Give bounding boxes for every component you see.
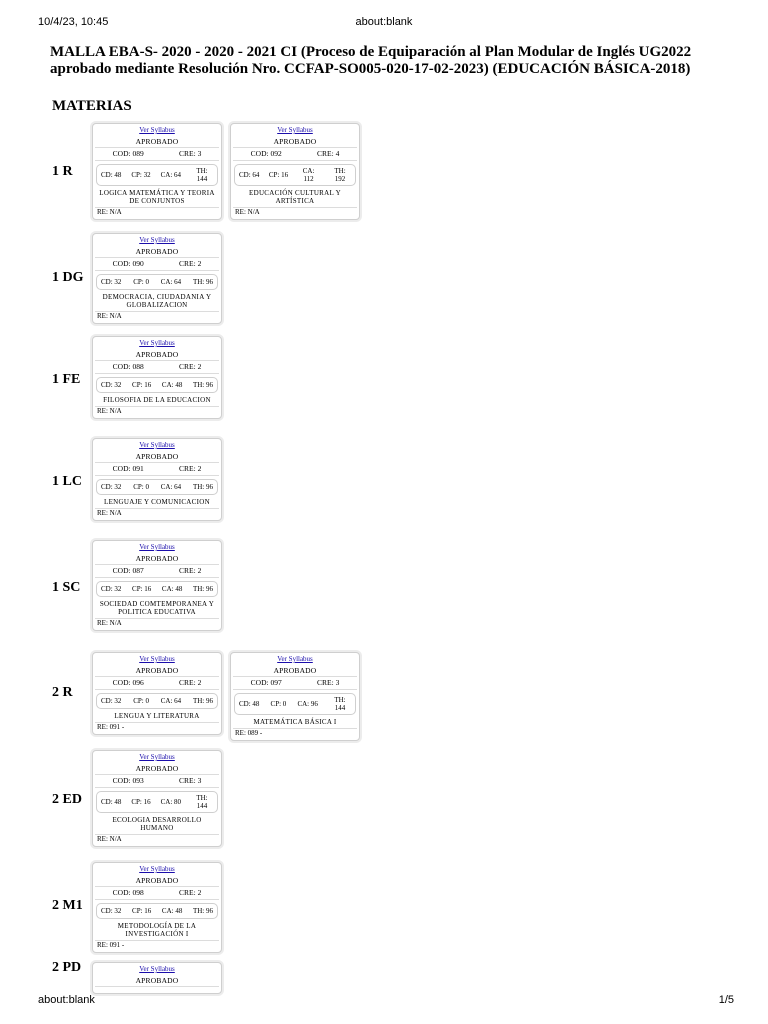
- course-status: APROBADO: [95, 665, 219, 677]
- course-prerequisite: RE: 089 -: [233, 728, 357, 738]
- course-credits: CRE: 3: [179, 149, 202, 158]
- hours-th: TH: 192: [334, 167, 346, 183]
- course-code-row: [95, 887, 219, 900]
- course-code: COD: 090: [112, 259, 144, 268]
- hours-cd: CD: 32: [101, 278, 122, 286]
- course-name: EDUCACIÓN CULTURAL Y ARTÍSTICA: [249, 189, 341, 205]
- course-status: APROBADO: [95, 246, 219, 258]
- course-code-row: [233, 148, 357, 161]
- row-label: 1 LC: [52, 474, 82, 489]
- course-card: [92, 540, 222, 631]
- course-credits: CRE: 2: [179, 566, 202, 575]
- course-hours: [96, 377, 218, 393]
- print-footer-url: about:blank: [38, 994, 95, 1006]
- hours-cp: CP: 32: [131, 171, 151, 179]
- course-card: [92, 438, 222, 521]
- course-name: METODOLOGÍA DE LA INVESTIGACIÓN I: [117, 922, 197, 938]
- course-card: [92, 233, 222, 324]
- hours-th: TH: 96: [192, 585, 213, 593]
- syllabus-link[interactable]: Ver Syllabus: [139, 655, 175, 663]
- hours-th: TH: 144: [196, 167, 208, 183]
- row-label: 1 DG: [52, 270, 84, 285]
- course-name: FILOSOFIA DE LA EDUCACION: [103, 396, 211, 404]
- hours-cd: CD: 32: [101, 381, 122, 389]
- course-status: APROBADO: [233, 665, 357, 677]
- hours-th: TH: 96: [192, 381, 213, 389]
- course-hours: [234, 164, 356, 186]
- course-code-row: [95, 565, 219, 578]
- course-code: COD: 098: [112, 888, 144, 897]
- course-hours: [96, 903, 218, 919]
- course-card: [230, 123, 360, 220]
- row-label: 1 FE: [52, 372, 81, 387]
- hours-th: TH: 96: [192, 278, 213, 286]
- course-hours: [96, 479, 218, 495]
- course-status: APROBADO: [95, 349, 219, 361]
- course-code-row: [95, 361, 219, 374]
- course-prerequisite: RE: N/A: [95, 834, 219, 844]
- course-code: COD: 092: [250, 149, 282, 158]
- hours-cp: CP: 16: [132, 585, 152, 593]
- course-prerequisite: RE: 091 -: [95, 940, 219, 950]
- row-label: 2 PD: [52, 960, 82, 975]
- hours-th: TH: 144: [196, 794, 208, 810]
- course-hours: [96, 791, 218, 813]
- course-code-row: [95, 148, 219, 161]
- syllabus-link[interactable]: Ver Syllabus: [139, 441, 175, 449]
- hours-ca: CA: 48: [161, 585, 183, 593]
- course-code: COD: 088: [112, 362, 144, 371]
- course-credits: CRE: 2: [179, 259, 202, 268]
- course-status: APROBADO: [233, 136, 357, 148]
- course-code: COD: 091: [112, 464, 144, 473]
- syllabus-link[interactable]: Ver Syllabus: [139, 865, 175, 873]
- course-prerequisite: RE: 091 -: [95, 722, 219, 732]
- hours-cp: CP: 16: [132, 907, 152, 915]
- hours-th: TH: 96: [192, 907, 213, 915]
- course-credits: CRE: 2: [179, 464, 202, 473]
- syllabus-link[interactable]: Ver Syllabus: [139, 753, 175, 761]
- hours-cd: CD: 32: [101, 697, 122, 705]
- course-name: DEMOCRACIA, CIUDADANIA Y GLOBALIZACION: [102, 293, 212, 309]
- course-hours: [96, 274, 218, 290]
- hours-ca: CA: 96: [297, 700, 318, 708]
- course-code: COD: 093: [112, 776, 144, 785]
- hours-cp: CP: 0: [270, 700, 287, 708]
- course-code: COD: 096: [112, 678, 144, 687]
- hours-cd: CD: 48: [101, 798, 122, 806]
- row-label: 2 M1: [52, 898, 83, 913]
- hours-cd: CD: 48: [101, 171, 122, 179]
- hours-ca: CA: 64: [160, 278, 182, 286]
- row-label: 2 R: [52, 685, 73, 700]
- course-status: APROBADO: [95, 763, 219, 775]
- syllabus-link[interactable]: Ver Syllabus: [277, 655, 313, 663]
- hours-th: TH: 96: [192, 483, 213, 491]
- row-label: 2 ED: [52, 792, 82, 807]
- document-title: MALLA EBA-S- 2020 - 2020 - 2021 CI (Proceso de Equiparación al Plan Modular de Inglés UG2022 aprobado mediante Resolución Nro. CCFAP-SO005-020-17-02-2023) (EDUCACIÓN BÁSICA-2018): [50, 44, 692, 77]
- course-credits: CRE: 2: [179, 678, 202, 687]
- syllabus-link[interactable]: Ver Syllabus: [277, 126, 313, 134]
- hours-cp: CP: 0: [133, 278, 149, 286]
- syllabus-link[interactable]: Ver Syllabus: [139, 339, 175, 347]
- course-name: LOGICA MATEMÁTICA Y TEORIA DE CONJUNTOS: [99, 189, 215, 205]
- course-card: [230, 652, 360, 741]
- hours-cp: CP: 0: [133, 697, 149, 705]
- course-code-row: [95, 775, 219, 788]
- course-card: [92, 336, 222, 419]
- course-code-row: [95, 677, 219, 690]
- hours-cp: CP: 0: [133, 483, 149, 491]
- course-status: APROBADO: [95, 975, 219, 987]
- course-hours: [234, 693, 356, 715]
- print-page-number: 1/5: [718, 994, 734, 1006]
- hours-cp: CP: 16: [132, 381, 152, 389]
- course-hours: [96, 164, 218, 186]
- course-prerequisite: RE: N/A: [95, 311, 219, 321]
- hours-cd: CD: 32: [101, 907, 122, 915]
- course-name: ECOLOGIA DESARROLLO HUMANO: [112, 816, 202, 832]
- section-heading: MATERIAS: [52, 98, 132, 114]
- course-code-row: [95, 463, 219, 476]
- course-prerequisite: RE: N/A: [95, 207, 219, 217]
- row-label: 1 R: [52, 164, 73, 179]
- course-credits: CRE: 2: [179, 888, 202, 897]
- course-card: [92, 962, 222, 994]
- course-status: APROBADO: [95, 553, 219, 565]
- course-code-row: [95, 258, 219, 271]
- hours-ca: CA: 64: [160, 483, 182, 491]
- hours-ca: CA: 64: [160, 697, 182, 705]
- syllabus-link[interactable]: Ver Syllabus: [139, 236, 175, 244]
- course-card: [92, 123, 222, 220]
- course-name: LENGUA Y LITERATURA: [114, 712, 200, 720]
- course-prerequisite: RE: N/A: [95, 618, 219, 628]
- course-status: APROBADO: [95, 451, 219, 463]
- row-label: 1 SC: [52, 580, 81, 595]
- course-card: [92, 862, 222, 953]
- course-credits: CRE: 3: [179, 776, 202, 785]
- hours-cd: CD: 48: [239, 700, 260, 708]
- print-page-title: about:blank: [355, 16, 413, 28]
- course-credits: CRE: 3: [317, 678, 340, 687]
- syllabus-link[interactable]: Ver Syllabus: [139, 543, 175, 551]
- hours-ca: CA: 48: [161, 907, 183, 915]
- course-prerequisite: RE: N/A: [233, 207, 357, 217]
- hours-cd: CD: 32: [101, 483, 122, 491]
- course-status: APROBADO: [95, 875, 219, 887]
- course-name: LENGUAJE Y COMUNICACION: [104, 498, 210, 506]
- hours-th: TH: 144: [334, 696, 346, 712]
- hours-cd: CD: 64: [239, 171, 260, 179]
- hours-ca: CA: 48: [161, 381, 183, 389]
- hours-th: TH: 96: [192, 697, 213, 705]
- hours-cp: CP: 16: [131, 798, 151, 806]
- course-prerequisite: RE: N/A: [95, 508, 219, 518]
- hours-cd: CD: 32: [101, 585, 122, 593]
- course-code: COD: 089: [112, 149, 144, 158]
- hours-ca: CA: 80: [160, 798, 182, 806]
- course-name: MATEMÁTICA BÁSICA I: [253, 718, 337, 726]
- course-credits: CRE: 2: [179, 362, 202, 371]
- syllabus-link[interactable]: Ver Syllabus: [139, 965, 175, 973]
- course-name: SOCIEDAD COMTEMPORANEA Y POLITICA EDUCATIVA: [99, 600, 215, 616]
- print-datetime: 10/4/23, 10:45: [38, 16, 109, 28]
- course-status: APROBADO: [95, 136, 219, 148]
- hours-ca: CA: 112: [302, 167, 315, 183]
- course-credits: CRE: 4: [317, 149, 340, 158]
- course-code: COD: 087: [112, 566, 144, 575]
- course-hours: [96, 581, 218, 597]
- course-card: [92, 750, 222, 847]
- hours-cp: CP: 16: [268, 171, 289, 179]
- course-code: COD: 097: [250, 678, 282, 687]
- syllabus-link[interactable]: Ver Syllabus: [139, 126, 175, 134]
- course-code-row: [233, 677, 357, 690]
- hours-ca: CA: 64: [160, 171, 182, 179]
- course-card: [92, 652, 222, 735]
- course-prerequisite: RE: N/A: [95, 406, 219, 416]
- course-hours: [96, 693, 218, 709]
